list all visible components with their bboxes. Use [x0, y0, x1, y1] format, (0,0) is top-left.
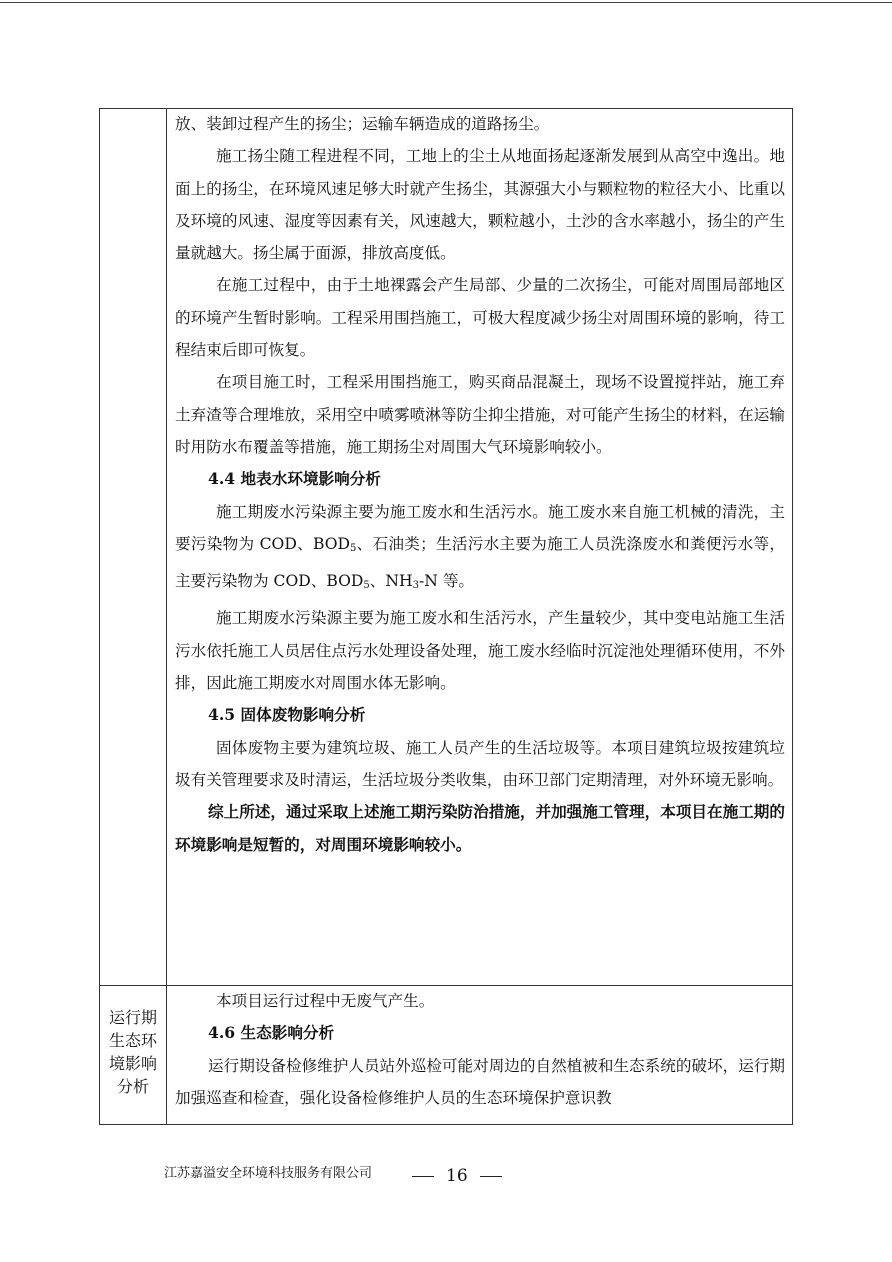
page-footer [0, 1165, 892, 1195]
heading-ecology: 4.6 生态影响分析 [208, 1023, 335, 1043]
construction-period-cell [175, 108, 785, 861]
paragraph-wastewater-treatment: 施工期废水污染源主要为施工废水和生活污水，产生量较少，其中变电站施工生活污水依托施工人员居住点污水处理设备处理，施工废水经临时沉淀池处理循环使用，不外排，因此施工期废水对周围水体无影响。 [175, 609, 785, 693]
content-table [99, 108, 793, 1125]
label-line: 境影响 [108, 1054, 157, 1073]
paragraph-secondary-dust: 在施工过程中，由于土地裸露会产生局部、少量的二次扬尘，可能对周围局部地区的环境产生暂时影响。工程采用围挡施工，可极大程度减少扬尘对周围环境的影响，待工程结束后即可恢复。 [175, 276, 785, 360]
paragraph-summary: 综上所述，通过采取上述施工期污染防治措施，并加强施工管理，本项目在施工期的环境影响是短暂的，对周围环境影响较小。 [175, 802, 785, 854]
paragraph-solid-waste: 固体废物主要为建筑垃圾、施工人员产生的生活垃圾等。本项目建筑垃圾按建筑垃圾有关管理要求及时清运，生活垃圾分类收集，由环卫部门定期清理，对外环境无影响。 [175, 738, 785, 789]
top-border-line [0, 2, 892, 3]
operation-period-label [100, 1006, 166, 1098]
column-divider [166, 109, 167, 1124]
heading-surface-water: 4.4 地表水环境影响分析 [208, 469, 381, 489]
operation-period-cell [175, 985, 785, 1114]
paragraph-ecology: 运行期设备检修维护人员站外巡检可能对周边的自然植被和生态系统的破坏，运行期加强巡查和检查，强化设备检修维护人员的生态环境保护意识教 [175, 1056, 785, 1107]
heading-solid-waste: 4.5 固体废物影响分析 [208, 705, 366, 725]
line-dust-sources: 放、装卸过程产生的扬尘；运输车辆造成的道路扬尘。 [175, 115, 550, 133]
paragraph-no-exhaust: 本项目运行过程中无废气产生。 [216, 992, 435, 1010]
label-line: 生态环 [108, 1031, 157, 1050]
company-name: 江苏嘉溢安全环境科技服务有限公司 [164, 1166, 373, 1181]
paragraph-wastewater-sources: 施工期废水污染源主要为施工废水和生活污水。施工废水来自施工机械的清洗，主要污染物为 COD、BOD5、石油类；生活污水主要为施工人员洗涤废水和粪便污水等，主要污染物为 COD、BOD5、NH3-N 等。 [175, 502, 785, 592]
paragraph-dust-measures: 在项目施工时，工程采用围挡施工，购买商品混凝土，现场不设置搅拌站，施工弃土弃渣等合理堆放，采用空中喷雾喷淋等防尘抑尘措施，对可能产生扬尘的材料，在运输时用防水布覆盖等措施，施工期扬尘对周围大气环境影响较小。 [175, 373, 785, 456]
page-number: 16 [400, 1163, 514, 1189]
label-line: 运行期 [108, 1008, 157, 1027]
dash-right [480, 1176, 502, 1177]
dash-left [412, 1176, 434, 1177]
paragraph-construction-dust: 施工扬尘随工程进程不同，工地上的尘土从地面扬起逐渐发展到从高空中逸出。地面上的扬尘，在环境风速足够大时就产生扬尘，其源强大小与颗粒物的粒径大小、比重以及环境的风速、湿度等因素有关，风速越大，颗粒越小，土沙的含水率越小，扬尘的产生量就越大。扬尘属于面源，排放高度低。 [175, 147, 785, 263]
label-line: 分析 [116, 1077, 149, 1096]
